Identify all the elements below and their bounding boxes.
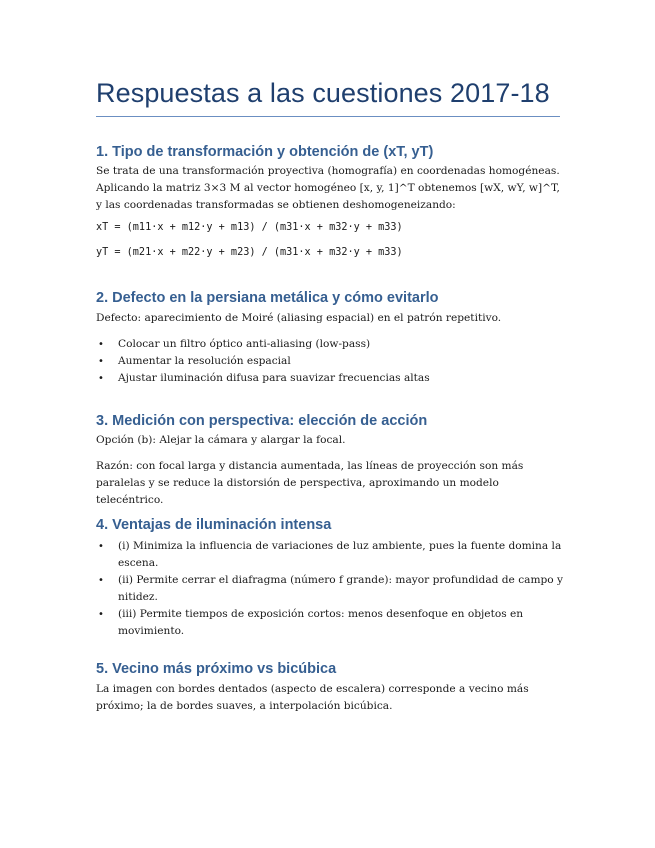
list-item: • (i) Minimiza la influencia de variaciones de luz ambiente, pues la fuente domina la escena. bbox=[96, 538, 566, 572]
section-2-list bbox=[96, 336, 566, 387]
list-item: • Aumentar la resolución espacial bbox=[96, 353, 566, 370]
section-2-paragraph: Defecto: aparecimiento de Moiré (aliasing espacial) en el patrón repetitivo. bbox=[96, 312, 502, 324]
title-underline bbox=[96, 116, 560, 117]
section-2-heading: 2. Defecto en la persiana metálica y cómo evitarlo bbox=[96, 290, 439, 306]
list-item: • (ii) Permite cerrar el diafragma (número f grande): mayor profundidad de campo y nitidez. bbox=[96, 572, 566, 606]
section-5-paragraph: La imagen con bordes dentados (aspecto de escalera) corresponde a vecino más próximo; la de bordes suaves, a interpolación bicúbica. bbox=[96, 683, 529, 712]
document-title: Respuestas a las cuestiones 2017-18 bbox=[96, 78, 550, 108]
list-item: • Colocar un filtro óptico anti-aliasing (low-pass) bbox=[96, 336, 566, 353]
section-3-reason: Razón: con focal larga y distancia aumentada, las líneas de proyección son más paralelas y se reduce la distorsión de perspectiva, aproximando un modelo telecéntrico. bbox=[96, 460, 524, 506]
section-3-heading: 3. Medición con perspectiva: elección de acción bbox=[96, 413, 428, 429]
list-item: • (iii) Permite tiempos de exposición cortos: menos desenfoque en objetos en movimiento. bbox=[96, 606, 566, 640]
section-4-heading: 4. Ventajas de iluminación intensa bbox=[96, 517, 332, 533]
section-5-heading: 5. Vecino más próximo vs bicúbica bbox=[96, 661, 337, 677]
list-item: • Ajustar iluminación difusa para suavizar frecuencias altas bbox=[96, 370, 566, 387]
section-1-heading: 1. Tipo de transformación y obtención de (xT, yT) bbox=[96, 144, 434, 160]
section-1-paragraph: Se trata de una transformación proyectiva (homografía) en coordenadas homogéneas. Aplicando la matriz 3×3 M al vector homogéneo [x, y, 1]^T obtenemos [wX, wY, w]^T, y las coordenadas transformadas se obtienen deshomogeneizando: bbox=[96, 165, 560, 211]
section-3-option: Opción (b): Alejar la cámara y alargar la focal. bbox=[96, 434, 346, 446]
section-4-list bbox=[96, 538, 566, 640]
formula-yt: yT = (m21·x + m22·y + m23) / (m31·x + m32·y + m33) bbox=[96, 247, 403, 258]
formula-xt: xT = (m11·x + m12·y + m13) / (m31·x + m32·y + m33) bbox=[96, 222, 403, 233]
